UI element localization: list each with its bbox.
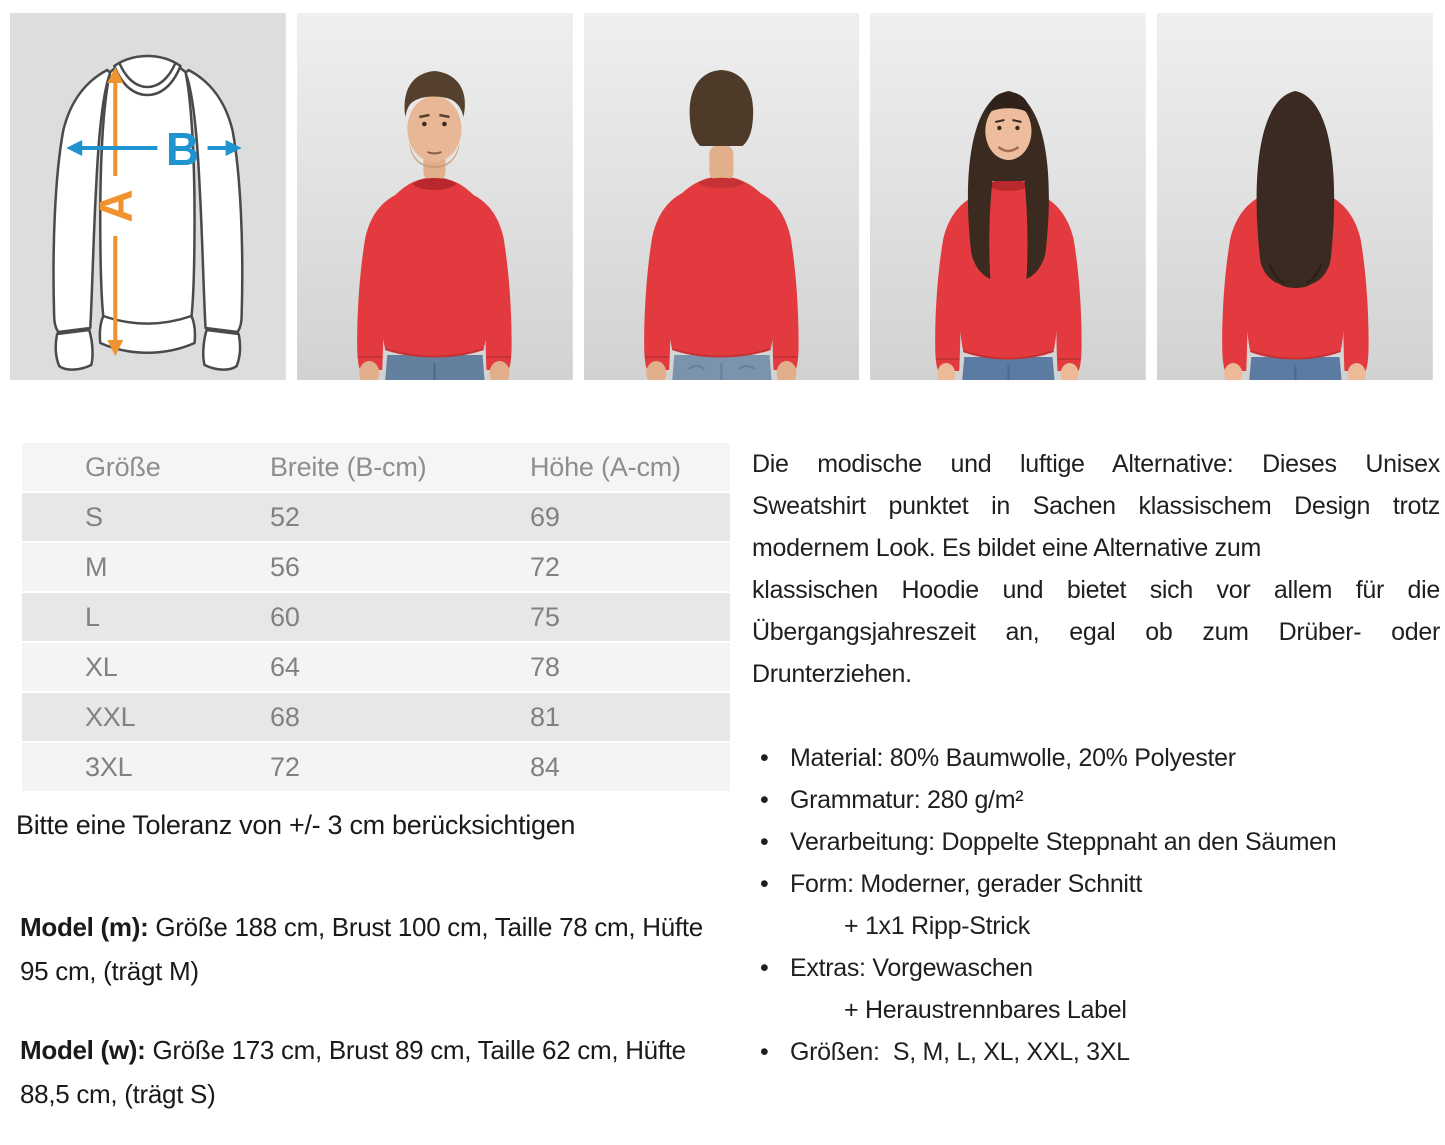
neck <box>709 145 733 181</box>
table-cell: XXL <box>85 702 136 732</box>
table-cell: 3XL <box>85 752 133 782</box>
feature-list <box>752 737 1440 1073</box>
woman-front-photo <box>870 13 1146 380</box>
table-cell: 56 <box>270 552 300 582</box>
feature-item: • Größen: S, M, L, XL, XXL, 3XL <box>752 1031 1440 1073</box>
description-line: Übergangsjahreszeit an, egal ob zum Drüber- oder <box>752 618 1440 646</box>
table-cell: M <box>85 552 108 582</box>
column-header: Höhe (A-cm) <box>530 452 681 482</box>
description-line: klassischen Hoodie und bietet sich vor allem für die <box>752 576 1440 604</box>
measure-label-a: A <box>89 189 142 223</box>
description-line: Sweatshirt punktet in Sachen klassischem Design trotz <box>752 492 1440 520</box>
tolerance-note: Bitte eine Toleranz von +/- 3 cm berücksichtigen <box>16 810 576 840</box>
long-hair-back <box>1257 91 1335 288</box>
table-cell: 64 <box>270 652 300 682</box>
description-line: Drunterziehen. <box>752 660 912 688</box>
table-cell: 68 <box>270 702 300 732</box>
model-m-details: Größe 188 cm, Brust 100 cm, Taille 78 cm, Hüfte 95 cm, (trägt M) <box>20 912 703 986</box>
table-cell: 75 <box>530 602 560 632</box>
table-cell: 72 <box>530 552 560 582</box>
feature-continuation: + 1x1 Ripp-Strick <box>844 912 1030 940</box>
table-cell: 60 <box>270 602 300 632</box>
right-column <box>752 443 1440 1073</box>
product-description <box>752 443 1440 695</box>
woman-back-photo <box>1157 13 1433 380</box>
photo-woman-front <box>870 13 1146 380</box>
measure-label-b: B <box>165 123 200 175</box>
photo-man-front <box>297 13 573 380</box>
table-cell: 78 <box>530 652 560 682</box>
feature-continuation: + Heraustrennbares Label <box>844 996 1127 1024</box>
description-line: Die modische und luftige Alternative: Dieses Unisex <box>752 450 1440 478</box>
model-w-info <box>20 1028 726 1116</box>
feature-item: • Extras: Vorgewaschen <box>752 947 1440 989</box>
product-image-row <box>10 13 1433 380</box>
table-cell: L <box>85 602 100 632</box>
size-table-header-row <box>22 443 730 491</box>
feature-item: • Grammatur: 280 g/m² <box>752 779 1440 821</box>
table-row <box>22 693 730 741</box>
feature-item: • Form: Moderner, gerader Schnitt <box>752 863 1440 905</box>
table-cell: 81 <box>530 702 560 732</box>
hair-back <box>689 70 753 146</box>
column-header: Größe <box>85 452 161 482</box>
model-m-info <box>20 905 726 993</box>
model-m-label: Model (m): <box>20 912 149 942</box>
size-diagram-panel <box>10 13 286 380</box>
table-cell: 72 <box>270 752 300 782</box>
sweatshirt-outline <box>54 56 243 370</box>
table-cell: 69 <box>530 502 560 532</box>
photo-woman-back <box>1157 13 1433 380</box>
table-row <box>22 593 730 641</box>
red-sweatshirt <box>644 176 798 370</box>
model-w-details: Größe 173 cm, Brust 89 cm, Taille 62 cm, Hüfte 88,5 cm, (trägt S) <box>20 1035 686 1109</box>
column-header: Breite (B-cm) <box>270 452 427 482</box>
man-front-photo <box>297 13 573 380</box>
table-cell: S <box>85 502 103 532</box>
table-row <box>22 493 730 541</box>
description-line: modernem Look. Es bildet eine Alternative zum <box>752 534 1261 562</box>
feature-item: • Verarbeitung: Doppelte Steppnaht an den Säumen <box>752 821 1440 863</box>
table-row <box>22 743 730 791</box>
model-w-label: Model (w): <box>20 1035 146 1065</box>
table-cell: XL <box>85 652 118 682</box>
face <box>407 96 461 162</box>
table-row <box>22 643 730 691</box>
photo-man-back <box>584 13 860 380</box>
table-cell: 52 <box>270 502 300 532</box>
man-back-photo <box>584 13 860 380</box>
size-table <box>22 443 730 793</box>
sweatshirt-measure-diagram <box>10 13 286 380</box>
table-cell: 84 <box>530 752 560 782</box>
feature-item: • Material: 80% Baumwolle, 20% Polyester <box>752 737 1440 779</box>
table-row <box>22 543 730 591</box>
